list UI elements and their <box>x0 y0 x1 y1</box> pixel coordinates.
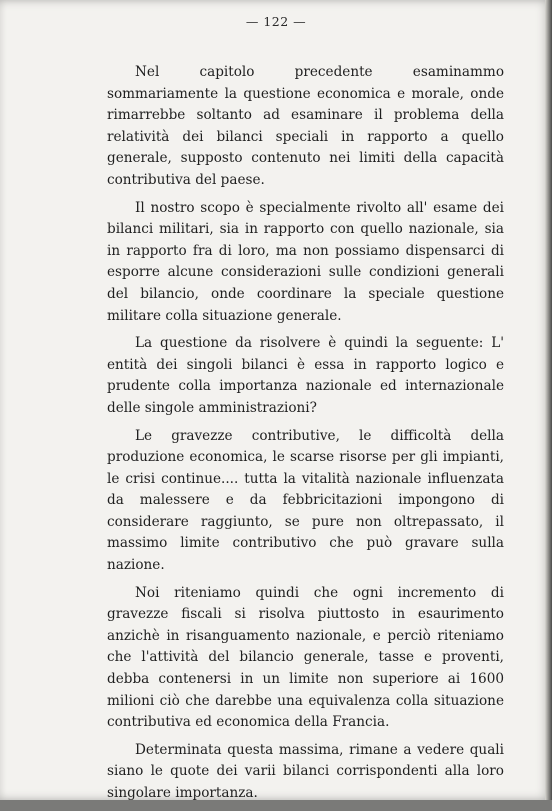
paragraph: Le gravezze contributive, le difficoltà della produzione economica, le scarse risorse per gli impianti, le crisi continue.... tutta la vitalità nazionale influenzata da malessere e da febbricitazioni impongono di considerare raggiunto, se pure non oltrepassato, il massimo limite contributivo che può gravare sulla nazione. <box>107 427 504 574</box>
paragraph: La questione da risolvere è quindi la seguente: L' entità dei singoli bilanci è essa in rapporto logico e prudente colla importanza nazionale ed internazionale delle singole amministrazioni? <box>107 335 504 416</box>
paragraph: Nel capitolo precedente esaminammo sommariamente la questione economica e morale, onde rimarrebbe soltanto ad esaminare il problema della relatività dei bilanci speciali in rapporto a quello generale, supposto contenuto nei limiti della capacità contributiva del paese. <box>107 64 504 188</box>
paragraph: Il nostro scopo è specialmente rivolto all' esame dei bilanci militari, sia in rapporto con quello nazionale, sia in rapporto fra di loro, ma non possiamo dispensarci di esporre alcune considerazioni sulle condizioni generali del bilancio, onde coordinare la speciale questione militare colla situazione generale. <box>107 199 504 324</box>
paragraph: Determinata questa massima, rimane a vedere quali siano le quote dei varii bilanci corrispondenti alla loro singolare importanza. <box>107 741 504 801</box>
page-edge-shadow <box>545 0 552 800</box>
body-text <box>107 62 504 811</box>
paragraph: Noi riteniamo quindi che ogni incremento di gravezze fiscali si risolva piuttosto in esaurimento anzichè in risanguamento nazionale, e perciò riteniamo che l'attività del bilancio generale, tasse e proventi, debba contenersi in un limite non superiore ai 1600 milioni ciò che darebbe una equivalenza colla situazione contributiva ed economica della Francia. <box>107 584 504 731</box>
page-number: — 122 — <box>245 14 307 29</box>
